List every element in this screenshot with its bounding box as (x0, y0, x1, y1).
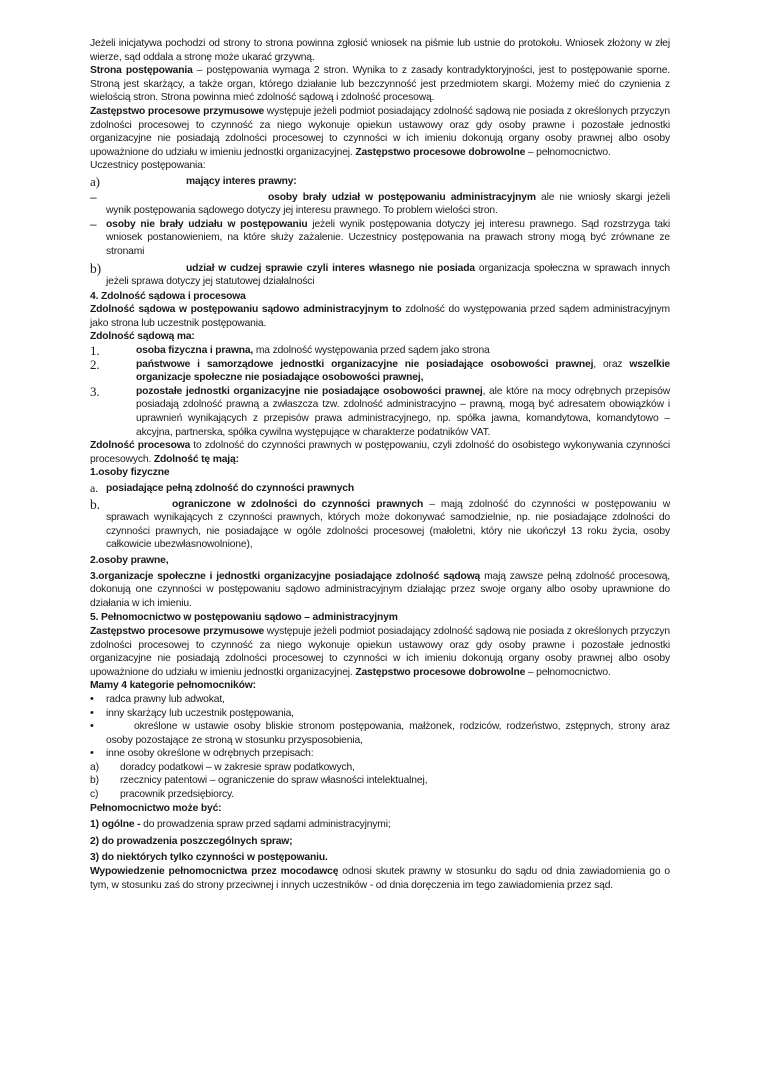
paragraph-participants: Uczestnicy postępowania: (90, 160, 206, 172)
list-marker: – (90, 189, 97, 204)
term: Wypowiedzenie pełnomocnictwa przez mocodawcę (90, 866, 339, 878)
paragraph-termination (90, 865, 670, 892)
bullet-item-2 (90, 707, 670, 721)
numbered-item-1 (90, 344, 670, 358)
term: osoby nie brały udziału w postępowaniu (106, 218, 308, 230)
bullet-icon: • (90, 692, 94, 705)
text: mają zawsze pełną zdolność procesową, dokonują one czynności w postępowaniu sądowo administracyjnym działając przez swoje organy albo osoby uprawnione do działania w ich imieniu. (90, 570, 671, 609)
list-marker: a) (90, 761, 99, 773)
item-natural-persons: 1.osoby fizyczne (90, 467, 170, 479)
term-voluntary: Zastępstwo procesowe dobrowolne (355, 666, 526, 678)
term: Zdolność tę mają: (153, 453, 239, 465)
item-1b (90, 498, 670, 552)
text: – pełnomocnictwo. (525, 146, 611, 158)
term: państwowe i samorządowe jednostki organizacyjne nie posiadające osobowości prawnej (136, 358, 594, 370)
document-page (90, 37, 670, 892)
term: ograniczone w zdolności do czynności prawnych (172, 498, 424, 510)
text: – pełnomocnictwo. (525, 666, 611, 678)
list-marker: 2. (90, 356, 100, 372)
term-compulsory: Zastępstwo procesowe przymusowe (90, 105, 265, 117)
paragraph-capacity-has: Zdolność sądową ma: (90, 331, 195, 343)
list-marker: a. (90, 481, 99, 495)
text: występuje jeżeli podmiot posiadający zdolność sądową nie posiada z określonych przyczyn zdolności procesowej to czynność za niego wykonuje opiekun ustawowy oraz gdy osoby prawne i pozostałe jednostki organizacyjne nie posiadają zdolności procesowej to czynności w ich imieniu dokonują organy osoby prawnej albo osoby upoważnione do udziału w imieniu jednostki organizacyjnej. (90, 625, 670, 678)
paragraph-party (90, 64, 670, 105)
section-heading-4: 4. Zdolność sądowa i procesowa (90, 290, 246, 302)
text: , oraz (593, 358, 630, 370)
text: inny skarżący lub uczestnik postępowania, (106, 707, 294, 719)
text: doradcy podatkowi – w zakresie spraw podatkowych, (120, 761, 355, 773)
power-type-3: 3) do niektórych tylko czynności w postępowaniu. (90, 852, 328, 864)
term: osoby brały udział w postępowaniu administracyjnym (268, 191, 536, 203)
list-marker: b. (90, 496, 100, 512)
paragraph-categories: Mamy 4 kategorie pełnomocników: (90, 680, 256, 692)
term: Zdolność procesowa (90, 440, 191, 452)
text: rzecznicy patentowi – ograniczenie do spraw własności intelektualnej, (120, 775, 428, 787)
sub-item-a (90, 761, 670, 775)
list-item-b (90, 262, 670, 289)
paragraph-compulsory-representation (90, 105, 670, 159)
term: osoba fizyczna i prawna, (136, 345, 254, 357)
bullet-item-3 (90, 720, 670, 747)
numbered-item-2 (90, 358, 670, 385)
text: odnosi skutek prawny w stosunku do sądu od dnia zawiadomienia go o tym, w stosunku zaś do strony przeciwnej i innych uczestników - od dnia doręczenia im tego zawiadomienia przez sąd. (90, 866, 670, 891)
text: organizacja społeczna w sprawach innych jeżeli sprawa dotyczy jej statutowej działalności (106, 262, 670, 288)
text: ma zdolność występowania przed sądem jako strona (253, 345, 490, 357)
list-marker: b) (90, 775, 99, 787)
term: pozostałe jednostki organizacyjne nie posiadające osobowości prawnej (136, 385, 483, 397)
paragraph-power-types: Pełnomocnictwo może być: (90, 802, 222, 814)
list-marker: – (90, 216, 97, 231)
power-type-1 (90, 818, 670, 832)
list-item-a (90, 175, 670, 189)
text: do prowadzenia spraw przed sądami administracyjnymi; (140, 819, 391, 831)
sub-item-c (90, 788, 670, 802)
text: inne osoby określone w odrębnych przepisach: (106, 748, 314, 760)
list-marker: 1. (90, 343, 100, 359)
list-marker: c) (90, 789, 99, 801)
term: 3.organizacje społeczne i jednostki organizacyjne posiadające zdolność sądową (90, 570, 481, 582)
bullet-icon: • (90, 706, 94, 719)
item-a-title: mający interes prawny: (186, 175, 297, 187)
item-legal-persons: 2.osoby prawne, (90, 554, 169, 566)
bullet-item-4 (90, 747, 670, 761)
text: pracownik przedsiębiorcy. (120, 789, 234, 801)
list-marker: a) (90, 173, 100, 189)
term-party: Strona postępowania (90, 65, 193, 77)
sub-item-b (90, 774, 670, 788)
term: Zdolność sądowa w postępowaniu sądowo administracyjnym to (90, 304, 402, 316)
term: posiadające pełną zdolność do czynności prawnych (106, 483, 355, 494)
power-type-2: 2) do prowadzenia poszczególnych spraw; (90, 835, 293, 847)
item-1a (90, 482, 670, 496)
text: radca prawny lub adwokat, (106, 693, 225, 705)
term: wszelkie organizacje społeczne nie posiadające osobowości prawnej, (136, 358, 670, 384)
text: to zdolność do czynności prawnych w postępowaniu, czyli zdolność do osobistego wykonywania czynności procesowych. (90, 440, 670, 465)
paragraph-capacity-def (90, 303, 670, 330)
section-heading-5: 5. Pełnomocnictwo w postępowaniu sądowo – administracyjnym (90, 612, 398, 624)
text: , ale które na mocy odrębnych przepisów posiadają zdolność prawną a zwłaszcza tzw. zdolność administracyjno – prawną, mogą być adresatem obowiązków i uprawnień wynikających z przepisów prawa administracyjnego, np. spółka jawna, komandytowa, komandytowo – akcyjna, partnerska, spółka cywilna występujące w charakterze podatników VAT. (136, 385, 670, 438)
bullet-item-1 (90, 693, 670, 707)
bullet-icon: • (90, 747, 94, 760)
numbered-item-3 (90, 385, 670, 439)
list-marker: 3. (90, 383, 100, 399)
text: – postępowania wymaga 2 stron. Wynika to z zasady kontradyktoryjności, jest to postępowanie sporne. Stroną jest skarżący, a także organ, którego działanie lub bezczynność jest przedmiotem skargi. Możemy mieć do czynienia z wielością stron. Strona powinna mieć zdolność sądową i zdolność procesową. (90, 65, 670, 104)
item-organizations (90, 570, 670, 611)
term-compulsory: Zastępstwo procesowe przymusowe (90, 625, 265, 637)
paragraph-initiative: Jeżeli inicjatywa pochodzi od strony to strona powinna zgłosić wniosek na piśmie lub ustnie do protokołu. Wniosek złożony w złej wierze, sąd oddala a stronę może ukarać grzywną. (90, 38, 670, 63)
bullet-icon: • (90, 720, 94, 733)
paragraph-procedural-capacity (90, 439, 670, 466)
list-marker: b) (90, 260, 101, 276)
paragraph-compulsory-representation-2 (90, 625, 670, 679)
text: jeżeli wynik postępowania dotyczy jej interesu prawnego. Sąd rozstrzyga taki wniosek postanowieniem, na które służy zażalenie. Uczestnicy postępowania na prawach strony mogą być zrównane ze stronami (106, 218, 670, 257)
list-item-dash-2 (90, 218, 670, 259)
text: zdolność do występowania przed sądem administracyjnym jako strona lub uczestnik postępowania. (90, 304, 670, 329)
term-voluntary: Zastępstwo procesowe dobrowolne (355, 146, 526, 158)
list-item-dash-1 (90, 191, 670, 218)
term: 1) ogólne - (90, 819, 141, 831)
text: określone w ustawie osoby bliskie stronom postępowania, małżonek, rodziców, rodzeństwo, zstępnych, strony araz osoby pozostające ze stroną w stosunku przysposobienia, (106, 721, 670, 746)
text: – mają zdolność do czynności w postępowaniu w sprawach wynikających z czynności prawnych, których może dokonywać samodzielnie, np. nie posiadające zdolności do czynności prawnych, nie posiadające w ogóle zdolności procesowej (małoletni, który nie ukończył 13 roku życia, osoby całkowicie ubezwłasnowolnione), (106, 498, 670, 551)
text: występuje jeżeli podmiot posiadający zdolność sądową nie posiada z określonych przyczyn zdolności procesowej to czynność za niego wykonuje opiekun ustawowy oraz gdy osoby prawne i pozostałe jednostki organizacyjne nie posiadają zdolności procesowej to czynności w ich imieniu dokonują organy osoby prawnej albo osoby upoważnione do udziału w imieniu jednostki organizacyjnej. (90, 105, 670, 158)
text: ale nie wniosły skargi jeżeli wynik postępowania sądowego dotyczy jej interesu prawnego. To problem wielości stron. (106, 191, 670, 217)
term: udział w cudzej sprawie czyli interes własnego nie posiada (186, 262, 475, 274)
